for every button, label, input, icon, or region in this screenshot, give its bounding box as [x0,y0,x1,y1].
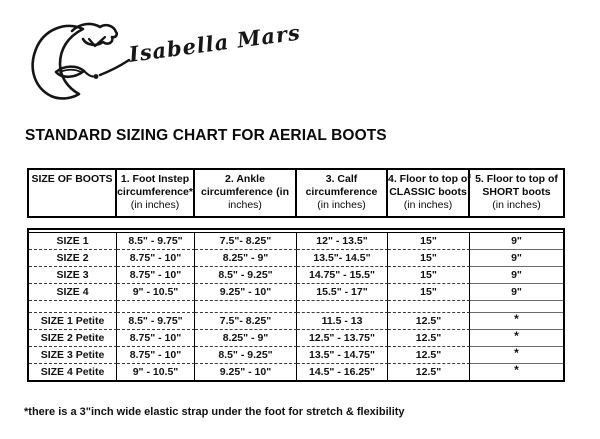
short-value-asterisk: * [470,346,563,363]
ankle-value: 7.5"- 8.25" [195,232,297,249]
ankle-value: 9.25" - 10" [195,363,297,380]
header-floor-to-top-classic: 4. Floor to top of CLASSIC boots (in inches) [388,170,470,216]
size-label: SIZE 2 Petite [29,329,117,346]
header-foot-instep-circumference: 1. Foot Instep circumference* (in inches) [117,170,195,216]
short-value: 9" [470,283,563,300]
calf-value: 13.5"- 14.5" [297,249,388,266]
table-row-size-4-petite [29,363,563,380]
header-floor-to-top-short: 5. Floor to top of SHORT boots (in inches) [475,173,558,211]
instep-value: 8.75" - 10" [117,266,195,283]
size-label: SIZE 3 [29,266,117,283]
instep-value: 9" - 10.5" [117,363,195,380]
table-row-size-1-petite [29,312,563,329]
size-chart-header-row [27,168,565,218]
classic-value: 12.5" [388,363,470,380]
instep-value: 8.5" - 9.75" [117,232,195,249]
classic-value: 15" [388,249,470,266]
size-chart-body [27,228,565,382]
size-label: SIZE 3 Petite [29,346,117,363]
calf-value: 12.5" - 13.75" [297,329,388,346]
page-title: STANDARD SIZING CHART FOR AERIAL BOOTS [25,127,387,144]
elastic-strap-footnote: *there is a 3"inch wide elastic strap under the foot for stretch & flexibility [24,406,405,418]
size-label: SIZE 1 [29,232,117,249]
short-value-asterisk: * [470,363,563,380]
classic-value: 15" [388,266,470,283]
instep-value: 8.5" - 9.75" [117,312,195,329]
size-label: SIZE 1 Petite [29,312,117,329]
table-row-size-1 [29,232,563,249]
table-row-size-4 [29,283,563,300]
calf-value: 15.5" - 17" [297,283,388,300]
classic-value: 12.5" [388,329,470,346]
ankle-value: 7.5"- 8.25" [195,312,297,329]
header-calf-circumference: 3. Calf circumference (in inches) [297,170,388,216]
table-row-size-2 [29,249,563,266]
short-value-asterisk: * [470,329,563,346]
header-size-of-boots: SIZE OF BOOTS [29,170,117,216]
instep-value: 8.75" - 10" [117,329,195,346]
table-row-size-3 [29,266,563,283]
short-value: 9" [470,232,563,249]
ankle-value: 8.5" - 9.25" [195,266,297,283]
size-label: SIZE 4 Petite [29,363,117,380]
table-row-size-3-petite [29,346,563,363]
header-ankle-circumference: 2. Ankle circumference (in inches) [195,170,297,216]
table-row-size-2-petite [29,329,563,346]
instep-value: 8.75" - 10" [117,346,195,363]
calf-value: 13.5" - 14.75" [297,346,388,363]
size-label: SIZE 2 [29,249,117,266]
table-row-spacer [29,300,563,312]
calf-value: 14.5" - 16.25" [297,363,388,380]
brand-name: Isabella Mars [127,19,303,67]
calf-value: 11.5 - 13 [297,312,388,329]
short-value: 9" [470,266,563,283]
classic-value: 12.5" [388,346,470,363]
classic-value: 12.5" [388,312,470,329]
instep-value: 9" - 10.5" [117,283,195,300]
short-value-asterisk: * [470,312,563,329]
ankle-value: 9.25" - 10" [195,283,297,300]
classic-value: 15" [388,232,470,249]
ankle-value: 8.5" - 9.25" [195,346,297,363]
classic-value: 15" [388,283,470,300]
calf-value: 14.75" - 15.5" [297,266,388,283]
ankle-value: 8.25" - 9" [195,249,297,266]
calf-value: 12" - 13.5" [297,232,388,249]
short-value: 9" [470,249,563,266]
size-label: SIZE 4 [29,283,117,300]
instep-value: 8.75" - 10" [117,249,195,266]
ankle-value: 8.25" - 9" [195,329,297,346]
